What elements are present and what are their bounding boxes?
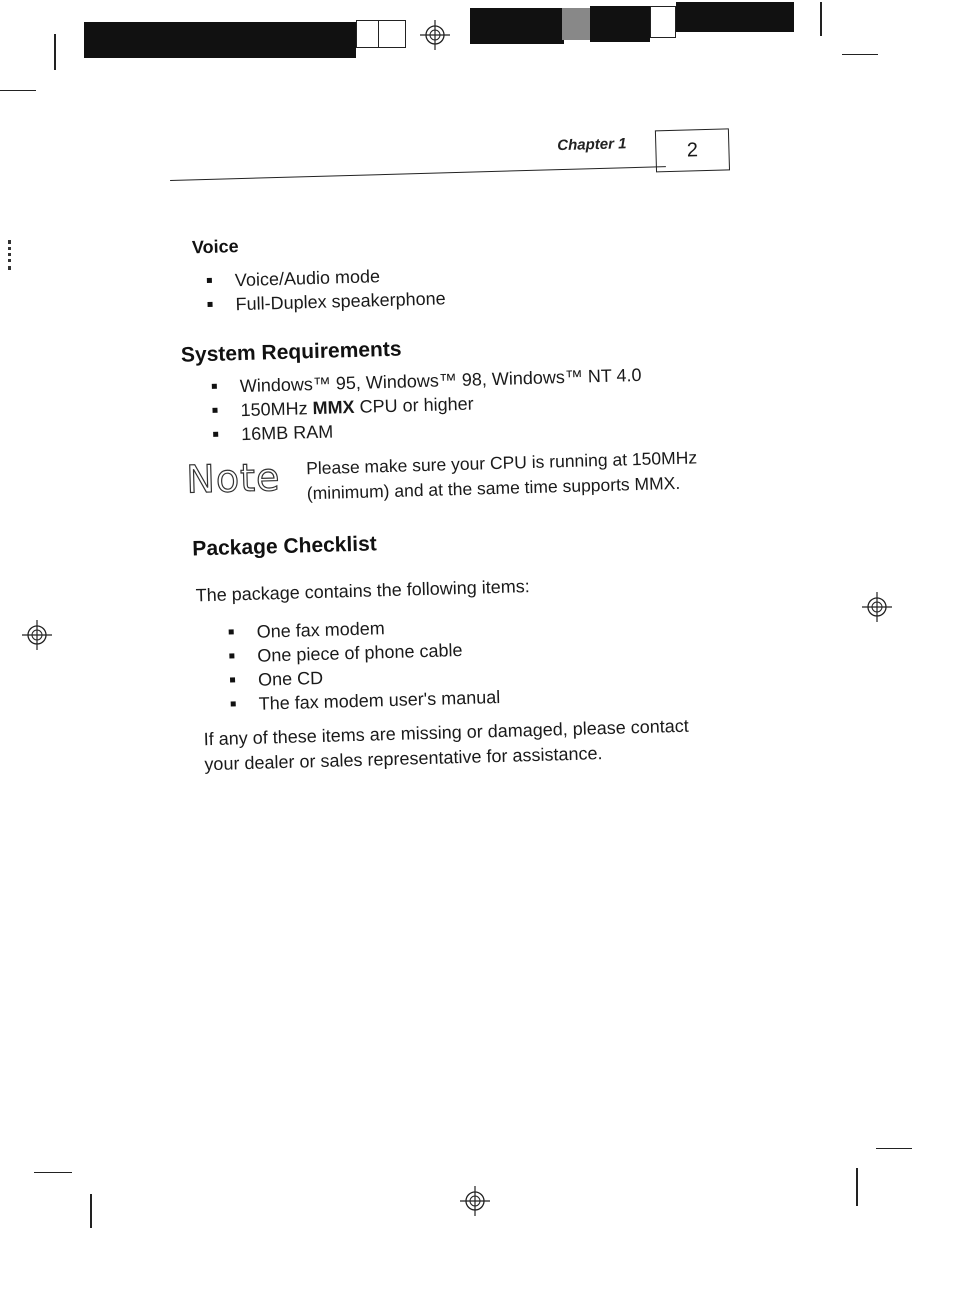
page-number: 2 [655, 128, 730, 172]
list-item: Windows™ 95, Windows™ 98, Windows™ NT 4.0 [212, 363, 642, 399]
bullet-icon [230, 677, 235, 682]
header-rule [170, 166, 666, 181]
list-item: 150MHz MMX CPU or higher [212, 387, 642, 423]
page-header [0, 0, 967, 162]
bullet-icon [213, 432, 218, 437]
bullet-icon [207, 278, 212, 283]
package-closing: If any of these items are missing or damaged, please contact your dealer or sales representative for assistance. [203, 715, 690, 775]
note-text: Please make sure your CPU is running at 150MHz (minimum) and at the same time supports MMX. [305, 447, 698, 504]
system-requirements-heading: System Requirements [180, 337, 402, 367]
list-item: One CD [230, 661, 500, 693]
list-item: 16MB RAM [213, 411, 643, 447]
list-item: Full-Duplex speakerphone [207, 286, 446, 317]
note-label: Note [185, 455, 281, 502]
bullet-icon [231, 701, 236, 706]
system-requirements-list [212, 363, 644, 447]
voice-list [207, 262, 446, 317]
package-list [228, 613, 500, 716]
list-item: One piece of phone cable [229, 637, 499, 669]
bullet-icon [212, 384, 217, 389]
package-intro: The package contains the following items: [195, 576, 531, 606]
list-item: One fax modem [228, 613, 498, 645]
list-item: Voice/Audio mode [207, 262, 446, 293]
bullet-icon [207, 302, 212, 307]
list-item: The fax modem user's manual [230, 685, 500, 717]
chapter-label: Chapter 1 [557, 135, 627, 155]
bullet-icon [229, 629, 234, 634]
package-checklist-heading: Package Checklist [192, 532, 378, 561]
voice-heading: Voice [191, 236, 239, 258]
bullet-icon [212, 408, 217, 413]
bullet-icon [229, 653, 234, 658]
